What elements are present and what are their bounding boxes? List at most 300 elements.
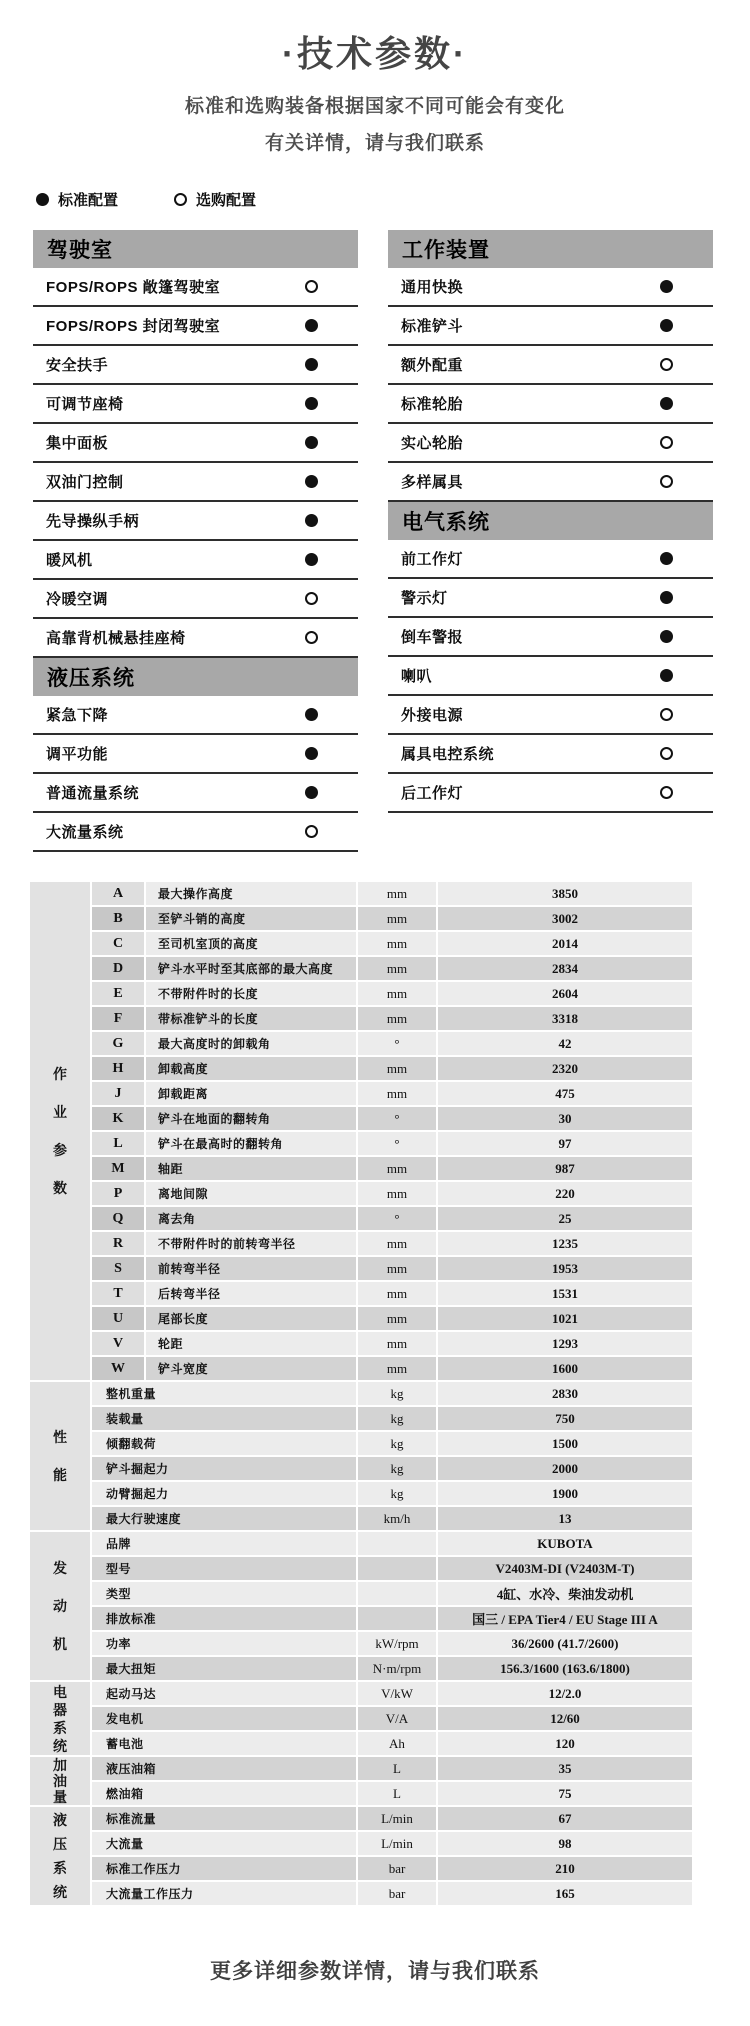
spec-unit: mm [358,1057,436,1080]
spec-letter: K [92,1107,144,1130]
spec-group-label-char: 压 [53,1836,67,1852]
spec-label: 品牌 [92,1532,356,1555]
config-item-label: 暖风机 [46,552,93,569]
spec-letter: W [92,1357,144,1380]
config-item-label: 调平功能 [46,746,109,763]
spec-group-label-char: 量 [53,1789,67,1805]
spec-letter: S [92,1257,144,1280]
spec-group-label-char: 液 [53,1812,67,1828]
spec-unit: V/kW [358,1682,436,1705]
standard-dot-icon [660,552,673,565]
config-item-label: 冷暖空调 [46,591,109,608]
spec-unit: ° [358,1032,436,1055]
config-item-label: 可调节座椅 [46,396,124,413]
optional-dot-icon [174,193,187,206]
section-header: 液压系统 [33,658,358,696]
legend-optional [174,189,256,210]
spec-value: 1953 [438,1257,692,1280]
spec-value: 98 [438,1832,692,1855]
config-row [33,268,358,307]
spec-value: 3002 [438,907,692,930]
spec-unit: ° [358,1107,436,1130]
config-row [33,696,358,735]
spec-value: KUBOTA [438,1532,692,1555]
spec-value: 3318 [438,1007,692,1030]
standard-dot-icon [660,280,673,293]
spec-value: 1500 [438,1432,692,1455]
standard-dot-icon [305,397,318,410]
spec-letter: R [92,1232,144,1255]
optional-dot-icon [660,358,673,371]
spec-letter: F [92,1007,144,1030]
spec-group-label-char: 统 [53,1884,67,1900]
spec-group [30,1807,692,1907]
spec-label: 动臂掘起力 [92,1482,356,1505]
spec-label: 倾翻载荷 [92,1432,356,1455]
optional-dot-icon [660,747,673,760]
config-row [33,463,358,502]
spec-row [92,1807,692,1830]
spec-row [92,1157,692,1180]
config-row [388,385,713,424]
config-item-label: FOPS/ROPS 封闭驾驶室 [46,318,221,335]
spec-value: 1900 [438,1482,692,1505]
optional-dot-icon [305,280,318,293]
spec-value: 35 [438,1757,692,1780]
spec-value: 1293 [438,1332,692,1355]
spec-label: 离地间隙 [146,1182,356,1205]
config-row [33,502,358,541]
config-row [33,580,358,619]
spec-unit: mm [358,1232,436,1255]
spec-row [92,1057,692,1080]
spec-letter: G [92,1032,144,1055]
spec-unit: ° [358,1207,436,1230]
spec-value: 97 [438,1132,692,1155]
spec-value: 3850 [438,882,692,905]
config-item-label: 集中面板 [46,435,109,452]
optional-dot-icon [660,475,673,488]
spec-row [92,1407,692,1430]
standard-dot-icon [305,475,318,488]
standard-dot-icon [305,708,318,721]
spec-group-label-char: 性 [53,1429,67,1445]
legend-standard-label: 标准配置 [58,192,119,209]
config-item-label: 喇叭 [401,668,433,685]
config-item-label: 通用快换 [401,279,464,296]
config-row [33,541,358,580]
spec-value: 1021 [438,1307,692,1330]
spec-unit: mm [358,907,436,930]
spec-label: 后转弯半径 [146,1282,356,1305]
standard-dot-icon [305,747,318,760]
standard-dot-icon [305,553,318,566]
config-item-label: 标准铲斗 [401,318,464,335]
spec-group-label-char: 电 [53,1683,67,1700]
spec-label: 功率 [92,1632,356,1655]
spec-unit [358,1532,436,1555]
spec-unit: kg [358,1457,436,1480]
config-row [388,618,713,657]
spec-group-label [30,882,90,1380]
config-row [388,657,713,696]
spec-row [92,1282,692,1305]
legend [36,189,750,210]
optional-dot-icon [660,786,673,799]
spec-value: 2000 [438,1457,692,1480]
spec-unit: Ah [358,1732,436,1755]
spec-label: 型号 [92,1557,356,1580]
spec-value: 25 [438,1207,692,1230]
spec-row [92,1257,692,1280]
spec-unit: V/A [358,1707,436,1730]
spec-label: 整机重量 [92,1382,356,1405]
spec-label: 离去角 [146,1207,356,1230]
spec-value: 987 [438,1157,692,1180]
spec-row [92,1657,692,1680]
config-item-label: 安全扶手 [46,357,109,374]
spec-label: 铲斗在地面的翻转角 [146,1107,356,1130]
spec-label: 最大操作高度 [146,882,356,905]
spec-label: 轮距 [146,1332,356,1355]
spec-label: 蓄电池 [92,1732,356,1755]
spec-unit: kg [358,1407,436,1430]
spec-group-label [30,1807,90,1905]
spec-row [92,1132,692,1155]
config-row [388,579,713,618]
spec-label: 至铲斗销的高度 [146,907,356,930]
config-item-label: 高靠背机械悬挂座椅 [46,630,186,647]
spec-value: 1600 [438,1357,692,1380]
spec-unit: L/min [358,1807,436,1830]
spec-value: 210 [438,1857,692,1880]
config-row [33,619,358,658]
spec-unit: mm [358,1157,436,1180]
spec-unit: L [358,1757,436,1780]
spec-group-label [30,1382,90,1530]
spec-group-rows [92,882,692,1382]
spec-row [92,1082,692,1105]
config-row [33,774,358,813]
config-row [33,346,358,385]
standard-dot-icon [660,319,673,332]
spec-label: 起动马达 [92,1682,356,1705]
spec-unit: bar [358,1857,436,1880]
spec-label: 燃油箱 [92,1782,356,1805]
spec-row [92,1482,692,1505]
config-row [33,813,358,852]
spec-value: 2014 [438,932,692,955]
spec-group-rows [92,1757,692,1807]
config-row [388,424,713,463]
spec-group-label-char: 加 [53,1757,67,1773]
config-item-label: 标准轮胎 [401,396,464,413]
spec-group [30,882,692,1382]
config-row [33,385,358,424]
spec-letter: M [92,1157,144,1180]
spec-row [92,1757,692,1780]
spec-label: 铲斗在最高时的翻转角 [146,1132,356,1155]
spec-unit: kW/rpm [358,1632,436,1655]
config-item-label: 后工作灯 [401,785,464,802]
spec-unit: mm [358,1332,436,1355]
spec-unit: mm [358,932,436,955]
config-item-label: 额外配重 [401,357,464,374]
config-row [33,424,358,463]
spec-value: 4缸、水冷、柴油发动机 [438,1582,692,1605]
spec-value: 2830 [438,1382,692,1405]
config-item-label: 大流量系统 [46,824,124,841]
spec-label: 标准工作压力 [92,1857,356,1880]
spec-group-label-char: 油 [53,1773,67,1789]
spec-letter: L [92,1132,144,1155]
spec-value: 67 [438,1807,692,1830]
spec-unit: mm [358,1307,436,1330]
spec-row [92,1532,692,1555]
spec-group [30,1682,692,1757]
page-footer: 更多详细参数详情，请与我们联系 [210,1960,540,1983]
spec-label: 带标准铲斗的长度 [146,1007,356,1030]
spec-letter: J [92,1082,144,1105]
spec-value: 13 [438,1507,692,1530]
spec-unit: kg [358,1432,436,1455]
spec-group-label [30,1757,90,1805]
spec-value: 30 [438,1107,692,1130]
config-row [33,307,358,346]
spec-value: 75 [438,1782,692,1805]
config-row [388,735,713,774]
spec-unit: kg [358,1382,436,1405]
spec-row [92,1682,692,1705]
spec-group-label-char: 动 [53,1598,67,1614]
spec-value: 1235 [438,1232,692,1255]
spec-row [92,1457,692,1480]
standard-dot-icon [36,193,49,206]
spec-group-label [30,1682,90,1755]
config-item-label: 紧急下降 [46,707,109,724]
spec-row [92,1332,692,1355]
spec-label: 大流量工作压力 [92,1882,356,1905]
section-header: 工作装置 [388,230,713,268]
spec-row [92,1107,692,1130]
spec-group-label-char: 参 [53,1142,67,1158]
spec-group-label-char: 数 [53,1180,67,1196]
spec-group-label-char: 业 [53,1104,67,1120]
section-header: 电气系统 [388,502,713,540]
spec-group-label-char: 器 [53,1701,67,1718]
config-item-label: 警示灯 [401,590,448,607]
spec-group-rows [92,1382,692,1532]
spec-label: 卸载高度 [146,1057,356,1080]
spec-row [92,982,692,1005]
spec-label: 尾部长度 [146,1307,356,1330]
spec-value: 国三 / EPA Tier4 / EU Stage III A [438,1607,692,1630]
page-title: ·技术参数· [282,33,468,74]
spec-unit: bar [358,1882,436,1905]
spec-label: 标准流量 [92,1807,356,1830]
config-column-right [388,230,713,813]
spec-letter: D [92,957,144,980]
spec-value: 12/60 [438,1707,692,1730]
spec-label: 铲斗掘起力 [92,1457,356,1480]
spec-letter: C [92,932,144,955]
spec-unit: kg [358,1482,436,1505]
config-item-label: 外接电源 [401,707,464,724]
spec-group-rows [92,1807,692,1907]
config-row [388,268,713,307]
section-header: 驾驶室 [33,230,358,268]
spec-row [92,1707,692,1730]
spec-row [92,907,692,930]
spec-unit: mm [358,1357,436,1380]
spec-group-rows [92,1682,692,1757]
spec-row [92,957,692,980]
spec-unit: N·m/rpm [358,1657,436,1680]
spec-value: 42 [438,1032,692,1055]
spec-group-label-char: 机 [53,1636,67,1652]
spec-group [30,1382,692,1532]
spec-letter: H [92,1057,144,1080]
spec-value: 36/2600 (41.7/2600) [438,1632,692,1655]
spec-row [92,1882,692,1905]
spec-unit: L/min [358,1832,436,1855]
standard-dot-icon [305,358,318,371]
spec-row [92,1032,692,1055]
legend-optional-label: 选购配置 [196,192,257,209]
spec-group [30,1532,692,1682]
config-item-label: 属具电控系统 [401,746,495,763]
spec-row [92,1357,692,1380]
spec-row [92,1582,692,1605]
standard-dot-icon [305,436,318,449]
spec-letter: A [92,882,144,905]
spec-row [92,1607,692,1630]
spec-group-label-char: 统 [53,1737,67,1754]
standard-dot-icon [305,786,318,799]
spec-label: 前转弯半径 [146,1257,356,1280]
config-row [388,307,713,346]
config-item-label: 实心轮胎 [401,435,464,452]
config-item-label: 普通流量系统 [46,785,140,802]
spec-group-label-char: 作 [53,1066,67,1082]
spec-value: 1531 [438,1282,692,1305]
spec-unit: mm [358,1182,436,1205]
spec-row [92,1557,692,1580]
standard-dot-icon [305,514,318,527]
spec-group [30,1757,692,1807]
spec-unit [358,1557,436,1580]
spec-group-label-char: 发 [53,1560,67,1576]
optional-dot-icon [305,592,318,605]
optional-dot-icon [660,436,673,449]
spec-group-label-char: 系 [53,1719,67,1736]
spec-unit: mm [358,982,436,1005]
standard-dot-icon [660,669,673,682]
legend-standard [36,189,118,210]
spec-row [92,1207,692,1230]
config-item-label: 倒车警报 [401,629,464,646]
spec-label: 铲斗宽度 [146,1357,356,1380]
spec-label: 轴距 [146,1157,356,1180]
spec-unit [358,1607,436,1630]
spec-letter: B [92,907,144,930]
standard-dot-icon [660,591,673,604]
config-column-left [33,230,358,852]
spec-group-rows [92,1532,692,1682]
spec-value: 750 [438,1407,692,1430]
spec-letter: U [92,1307,144,1330]
config-row [33,735,358,774]
spec-label: 最大扭矩 [92,1657,356,1680]
spec-value: 2604 [438,982,692,1005]
config-row [388,696,713,735]
spec-row [92,1182,692,1205]
spec-value: 165 [438,1882,692,1905]
spec-label: 发电机 [92,1707,356,1730]
spec-letter: T [92,1282,144,1305]
spec-label: 类型 [92,1582,356,1605]
page-subtitle-line1: 标准和选购装备根据国家不同可能会有变化 [184,96,565,117]
spec-label: 不带附件时的长度 [146,982,356,1005]
spec-label: 铲斗水平时至其底部的最大高度 [146,957,356,980]
config-item-label: 前工作灯 [401,551,464,568]
spec-table [30,882,692,1907]
page-header [0,0,750,155]
spec-unit: mm [358,957,436,980]
spec-label: 装载量 [92,1407,356,1430]
standard-dot-icon [660,397,673,410]
config-row [388,774,713,813]
spec-row [92,1832,692,1855]
spec-row [92,1432,692,1455]
spec-unit: mm [358,1257,436,1280]
spec-group-label-char: 系 [53,1860,67,1876]
spec-value: V2403M-DI (V2403M-T) [438,1557,692,1580]
spec-group-label-char: 能 [53,1467,67,1483]
spec-letter: E [92,982,144,1005]
spec-label: 大流量 [92,1832,356,1855]
spec-unit: L [358,1782,436,1805]
optional-dot-icon [305,825,318,838]
spec-letter: P [92,1182,144,1205]
spec-unit: ° [358,1132,436,1155]
config-row [388,463,713,502]
spec-row [92,1307,692,1330]
spec-unit: mm [358,1282,436,1305]
spec-letter: Q [92,1207,144,1230]
spec-row [92,1857,692,1880]
optional-dot-icon [305,631,318,644]
spec-value: 156.3/1600 (163.6/1800) [438,1657,692,1680]
spec-group-label [30,1532,90,1680]
spec-letter: V [92,1332,144,1355]
spec-value: 120 [438,1732,692,1755]
spec-value: 220 [438,1182,692,1205]
spec-value: 2834 [438,957,692,980]
config-item-label: FOPS/ROPS 敞篷驾驶室 [46,279,221,296]
spec-row [92,1632,692,1655]
standard-dot-icon [305,319,318,332]
spec-row [92,1007,692,1030]
spec-unit: mm [358,1007,436,1030]
spec-label: 液压油箱 [92,1757,356,1780]
spec-label: 最大高度时的卸载角 [146,1032,356,1055]
spec-unit: km/h [358,1507,436,1530]
spec-label: 至司机室顶的高度 [146,932,356,955]
config-item-label: 多样属具 [401,474,464,491]
spec-row [92,932,692,955]
spec-unit: mm [358,882,436,905]
